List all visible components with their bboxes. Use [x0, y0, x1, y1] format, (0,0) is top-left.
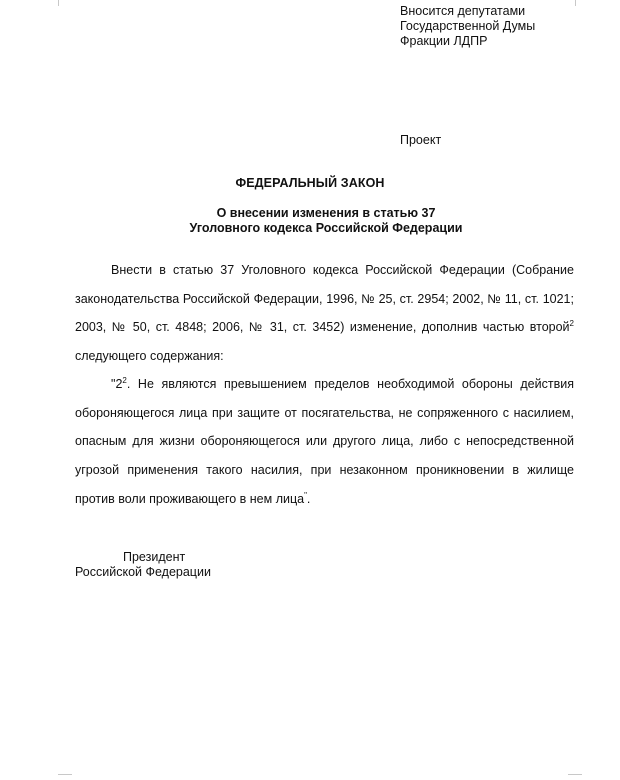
submitted-by-line: Государственной Думы: [400, 19, 536, 33]
paragraph-new-part: [75, 370, 574, 514]
paragraph-end: .: [306, 491, 311, 506]
signature-role: Президент: [123, 550, 186, 564]
crop-mark-bottom-right: [568, 774, 582, 775]
paragraph-amendment: [75, 256, 574, 371]
document-status: Проект: [400, 133, 442, 147]
law-title-line: Уголовного кодекса Российской Федерации: [189, 221, 463, 235]
paragraph-text: Внести в статью 37 Уголовного кодекса Российской Федерации (Собрание законодательства Российской Федерации, 1996, № 25, ст. 2954; 2002, № 11, ст. 1021; 2003, № 50, ст. 4848; 2006, № 31, ст. 3452) изменение, дополнив частью второй: [75, 263, 574, 335]
signature-organization: Российской Федерации: [75, 565, 211, 579]
submitted-by-line: Фракции ЛДПР: [400, 34, 488, 48]
paragraph-text: следующего содержания:: [75, 349, 224, 364]
signature-block: [75, 550, 211, 580]
quote-mark: ": [111, 377, 116, 391]
crop-mark-top-right: [575, 0, 576, 6]
superscript: 2: [122, 375, 127, 385]
law-type-heading: ФЕДЕРАЛЬНЫЙ ЗАКОН: [235, 176, 385, 190]
part-number: 2: [115, 377, 123, 391]
crop-mark-top-left: [58, 0, 59, 6]
crop-mark-bottom-left: [58, 774, 72, 775]
submitted-by-line: Вносится депутатами: [400, 4, 526, 18]
superscript: 2: [569, 319, 574, 329]
paragraph-text: . Не являются превышением пределов необходимой обороны действия обороняющегося лица при защите от посягательства, не сопряженного с насилием, опасным для жизни обороняющегося или другого лица, либо с непосредственной угрозой применения такого насилия, при незаконном проникновении в жилище против воли проживающего в нем лица: [75, 377, 574, 506]
submitted-by-block: [400, 4, 535, 49]
law-title-line: О внесении изменения в статью 37: [216, 206, 436, 220]
quote-mark: ": [304, 490, 307, 500]
law-title: [0, 206, 620, 236]
